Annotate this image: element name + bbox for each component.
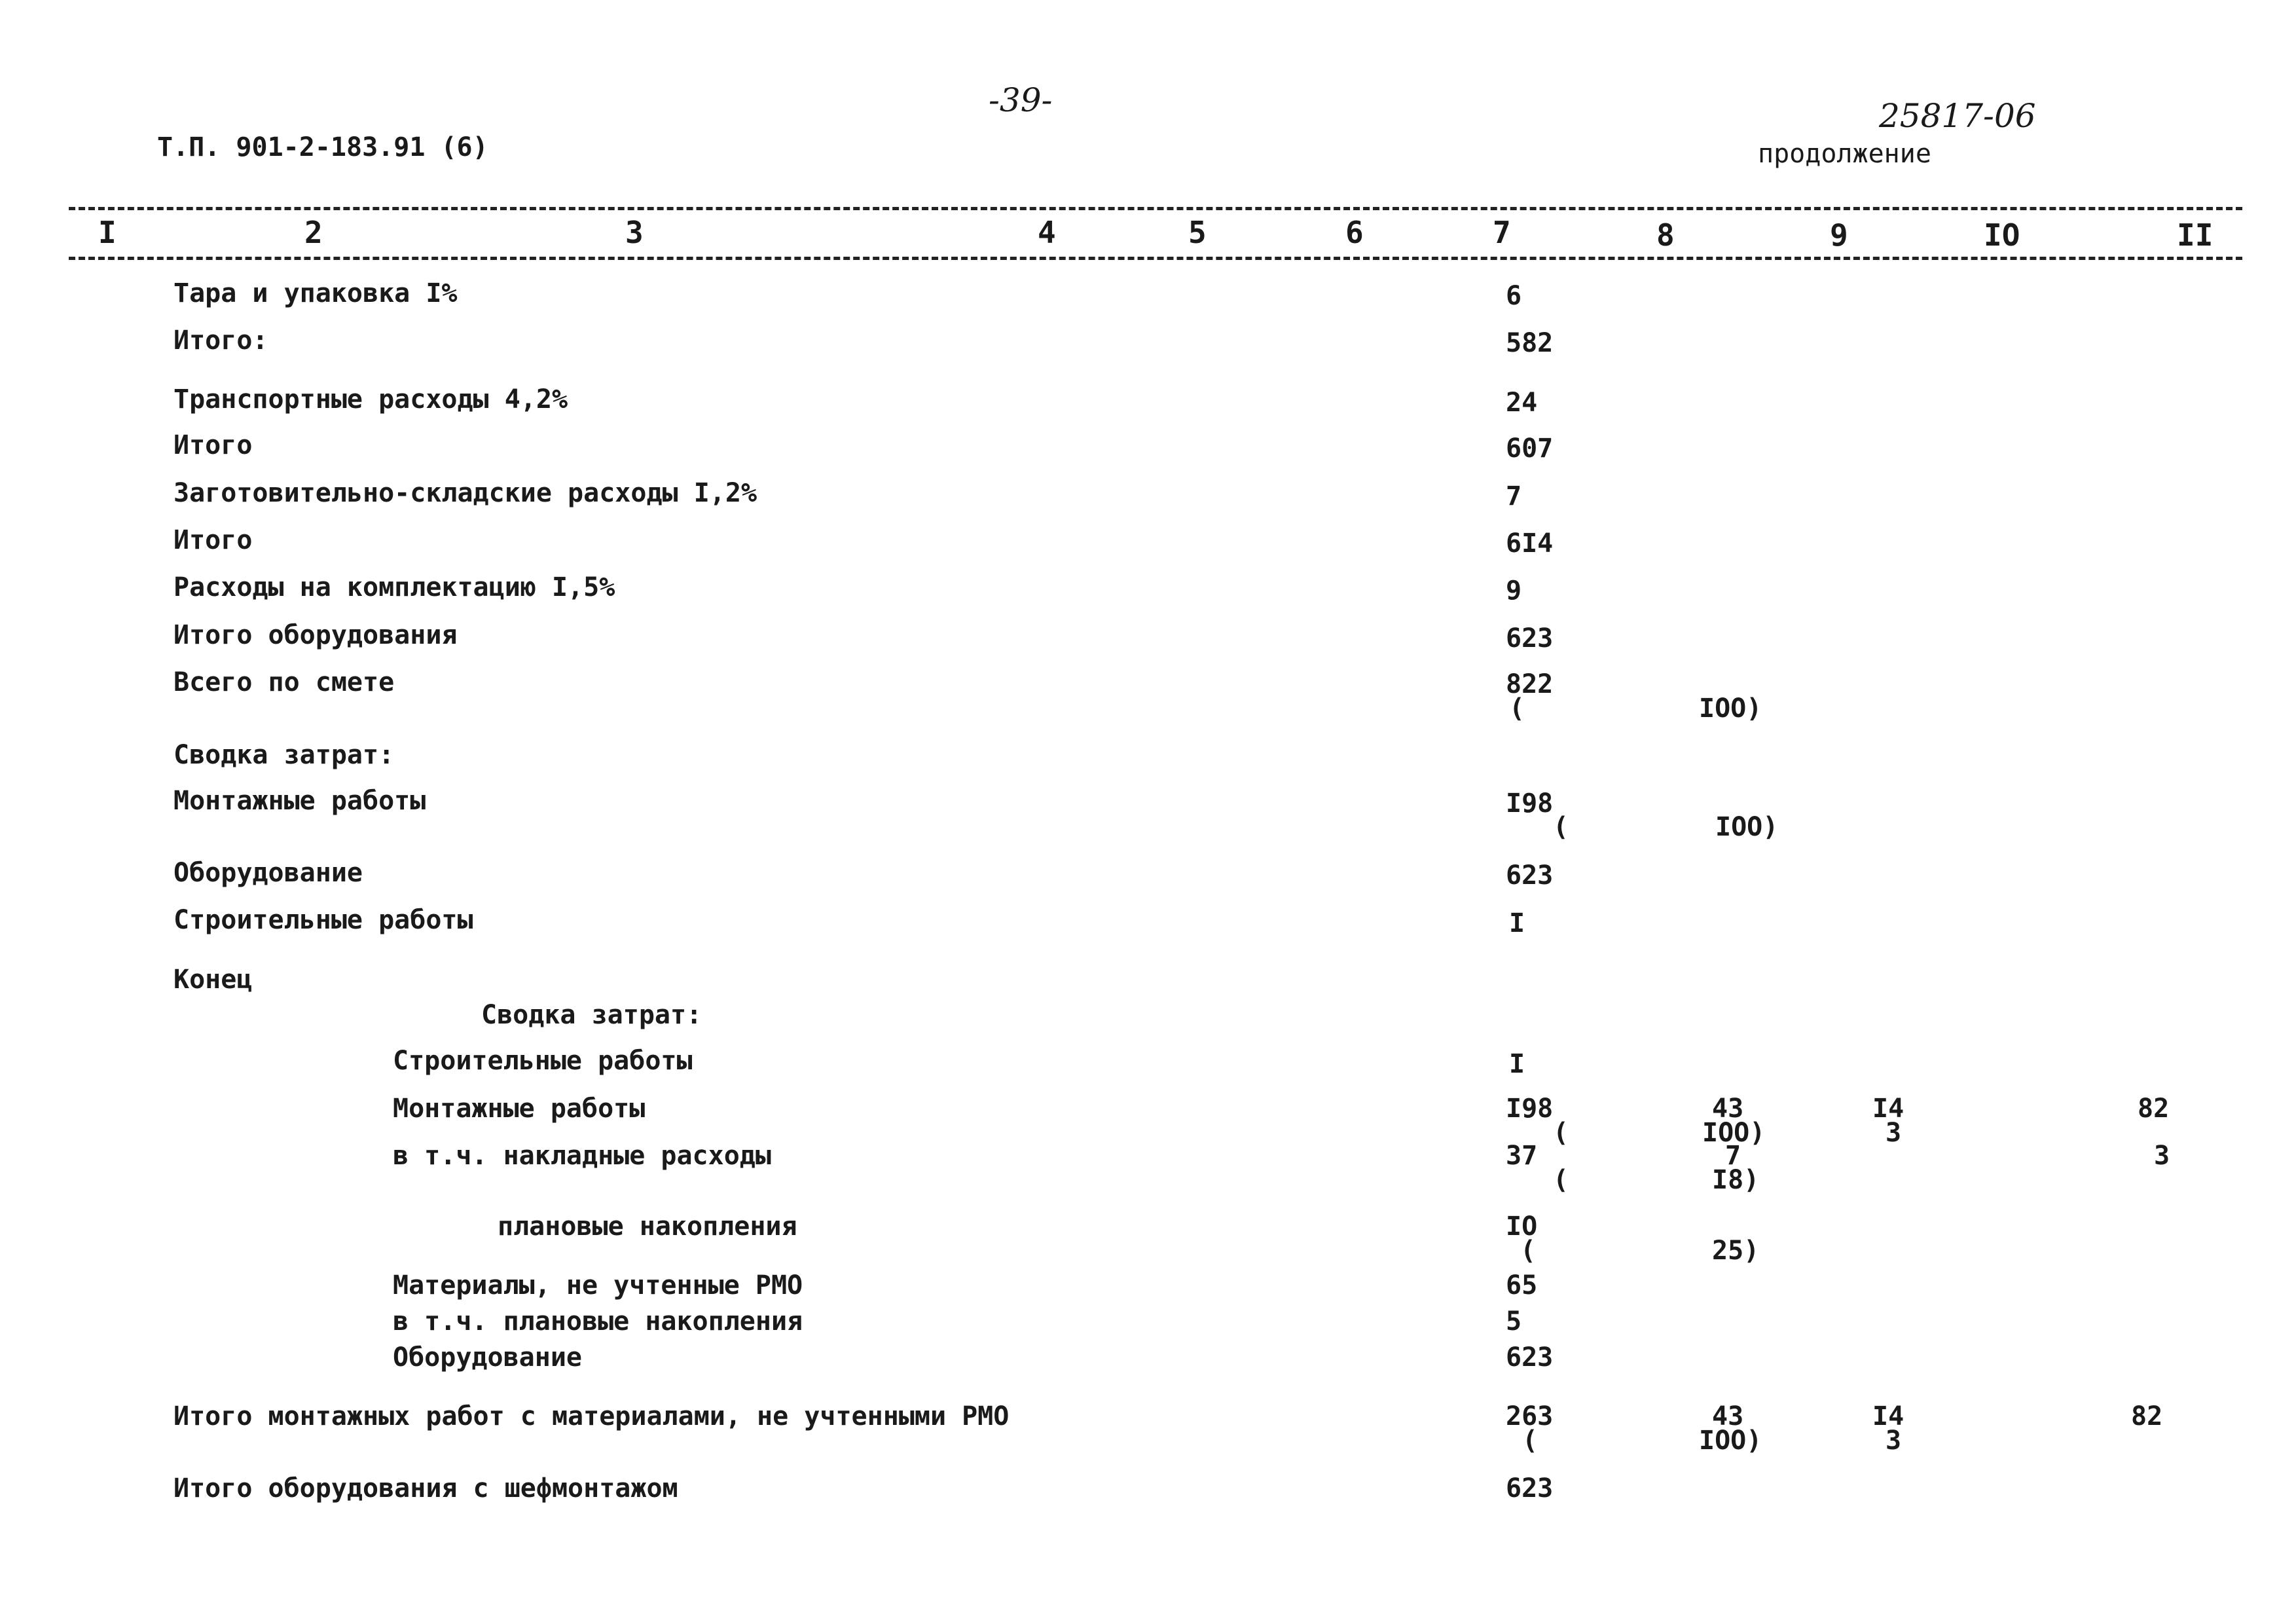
row-total2-c7: 607 (1506, 434, 1554, 464)
col-8: 8 (1656, 217, 1675, 253)
s2-install-c7: I98 (1506, 1094, 1554, 1124)
col-9: 9 (1830, 217, 1848, 253)
row-completing-c7: 9 (1506, 576, 1522, 606)
row-total1-label: Итого: (173, 325, 268, 356)
s2-equipment-label: Оборудование (393, 1342, 582, 1373)
row-total2-label: Итого (173, 430, 253, 460)
total-install-c11: 82 (2131, 1401, 2163, 1431)
row-total-equipment-c7: 623 (1506, 623, 1554, 654)
row-equipment-label: Оборудование (173, 858, 363, 888)
s2-overhead-c11: 3 (2154, 1141, 2170, 1171)
s2-planned-c7: IO (1506, 1211, 1538, 1242)
col-7: 7 (1493, 215, 1511, 250)
row-construction-label: Строительные работы (173, 905, 473, 935)
row-install-c7: I98 (1506, 788, 1554, 819)
s2-materials-label: Материалы, не учтенные РМО (393, 1270, 803, 1301)
header-rule-top (69, 207, 2242, 210)
doc-ref: Т.П. 901-2-183.91 (6) (157, 132, 488, 162)
s2-install-c9: I4 (1872, 1094, 1904, 1124)
col-1: I (98, 215, 117, 250)
s2-install-c11: 82 (2138, 1094, 2170, 1124)
s2-materials-planned-c7: 5 (1506, 1306, 1522, 1337)
s2-overhead-c7: 37 (1506, 1141, 1538, 1171)
row-total-estimate-c8: IOO) (1699, 693, 1762, 724)
total-install-label: Итого монтажных работ с материалами, не учтенными РМО (173, 1401, 1010, 1431)
row-completing-label: Расходы на комплектацию I,5% (173, 572, 615, 602)
summary1-title: Сводка затрат: (173, 740, 395, 770)
s2-overhead-paren: ( (1553, 1165, 1569, 1195)
total-install-c8: 43 (1712, 1401, 1744, 1431)
archive-number: 25817-06 (1879, 97, 2036, 135)
row-packaging-label: Тара и упаковка I% (173, 278, 458, 308)
s2-install-label: Монтажные работы (393, 1094, 646, 1124)
header-rule-bottom (69, 257, 2242, 260)
row-total3-c7: 6I4 (1506, 528, 1554, 559)
total-install-c9: I4 (1872, 1401, 1904, 1431)
s2-equipment-c7: 623 (1506, 1342, 1554, 1373)
s2-install-c9b: 3 (1886, 1118, 1902, 1148)
total-install-paren: ( (1522, 1426, 1539, 1456)
s2-construction-label: Строительные работы (393, 1046, 693, 1076)
s2-materials-c7: 65 (1506, 1270, 1538, 1301)
row-equipment-c7: 623 (1506, 860, 1554, 891)
continuation-label: продолжение (1758, 139, 1931, 169)
total-equipment-supervision-label: Итого оборудования с шефмонтажом (173, 1473, 678, 1504)
row-end-label: Конец (173, 965, 253, 995)
row-total3-label: Итого (173, 525, 253, 555)
row-procurement-c7: 7 (1506, 481, 1522, 511)
s2-install-paren: ( (1553, 1118, 1569, 1148)
row-transport-c7: 24 (1506, 388, 1538, 418)
row-install-c8: IOO) (1715, 812, 1779, 842)
row-install-paren: ( (1553, 812, 1569, 842)
row-packaging-c7: 6 (1506, 281, 1522, 311)
row-install-label: Монтажные работы (173, 786, 426, 816)
col-5: 5 (1188, 215, 1207, 250)
s2-materials-planned-label: в т.ч. плановые накопления (393, 1306, 803, 1337)
col-6: 6 (1345, 215, 1364, 250)
col-3: 3 (625, 215, 644, 250)
row-transport-label: Транспортные расходы 4,2% (173, 384, 568, 415)
col-2: 2 (304, 215, 323, 250)
col-4: 4 (1038, 215, 1056, 250)
summary2-title: Сводка затрат: (481, 1000, 702, 1030)
total-install-c8b: IOO) (1699, 1426, 1762, 1456)
col-11: II (2177, 217, 2214, 253)
s2-planned-c8: 25) (1712, 1236, 1760, 1266)
row-total-equipment-label: Итого оборудования (173, 620, 458, 650)
row-total1-c7: 582 (1506, 328, 1554, 358)
row-total-estimate-label: Всего по смете (173, 667, 395, 697)
s2-planned-paren: ( (1520, 1236, 1537, 1266)
col-10: IO (1984, 217, 2020, 253)
row-procurement-label: Заготовительно-складские расходы I,2% (173, 478, 757, 508)
s2-planned-label: плановые накопления (498, 1211, 797, 1242)
total-equipment-supervision-c7: 623 (1506, 1473, 1554, 1504)
row-total-estimate-paren: ( (1509, 693, 1525, 724)
s2-overhead-c8: 7 (1725, 1141, 1741, 1171)
row-construction-c7: I (1509, 908, 1525, 938)
s2-install-c8: 43 (1712, 1094, 1744, 1124)
s2-overhead-c8b: I8) (1712, 1165, 1760, 1195)
page-number: -39- (989, 81, 1053, 119)
s2-install-c8b: IOO) (1702, 1118, 1766, 1148)
total-install-c9b: 3 (1886, 1426, 1902, 1456)
s2-overhead-label: в т.ч. накладные расходы (393, 1141, 771, 1171)
s2-construction-c7: I (1509, 1049, 1525, 1079)
row-total-estimate-c7: 822 (1506, 669, 1554, 699)
total-install-c7: 263 (1506, 1401, 1554, 1431)
